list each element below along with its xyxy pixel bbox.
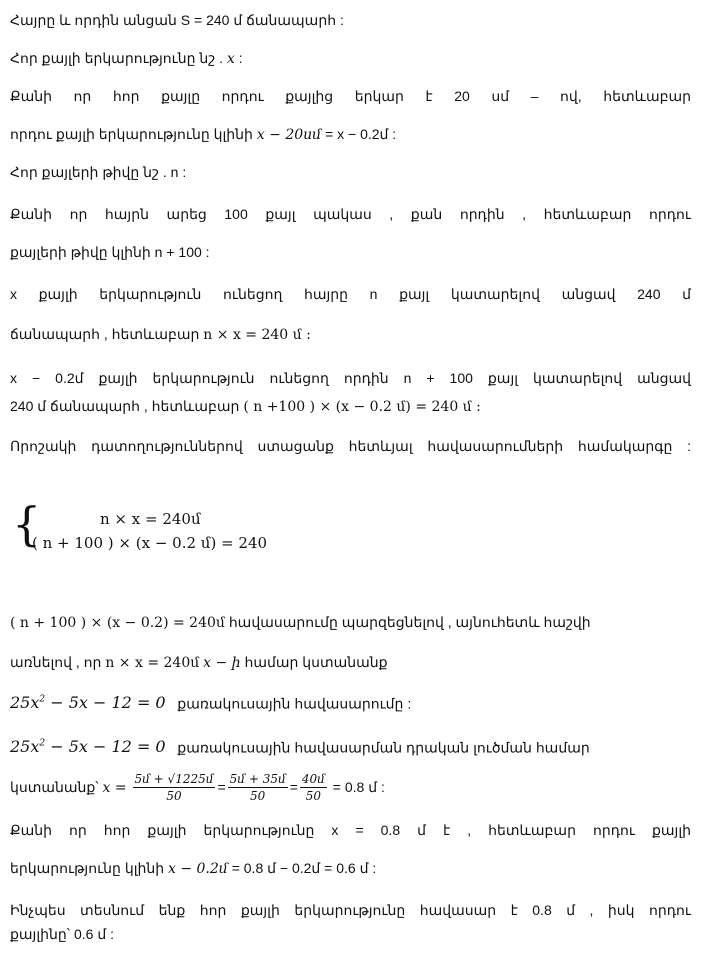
fraction-1: [133, 772, 216, 805]
text-line: [10, 652, 691, 672]
math-term: − 5x − 12 = 0: [50, 737, 166, 757]
text-fragment: = 0.8 մ :: [332, 779, 385, 795]
text-fragment: կստանանք՝: [10, 779, 99, 795]
text-line: [10, 324, 691, 344]
system-equation-1: n × x = 240մ: [100, 510, 201, 528]
system-equation-2: ( n + 100 ) × (x − 0.2 մ) = 240: [32, 534, 268, 552]
equation-system: [10, 497, 410, 556]
text-fragment: որդու քայլի երկարությունը կլինի: [10, 126, 253, 142]
math-term: 25x: [10, 737, 40, 757]
text-line: [10, 10, 691, 30]
equals-sign: =: [217, 779, 226, 795]
text-line: Քանի որ հոր քայլը որդու քայլից երկար է 20 սմ – ով, հետևաբար: [10, 88, 691, 104]
fraction-numerator: 5մ + 35մ: [229, 771, 286, 786]
text-line: Ինչպես տեսնում ենք հոր քայլի երկարությունը հավասար է 0.8 մ , իսկ որդու: [10, 902, 691, 918]
math-expression: n × x = 240մ: [105, 655, 200, 671]
text-fragment: = x − 0.2մ :: [325, 126, 397, 142]
math-expression: x =: [102, 780, 127, 796]
quadratic-equation: [10, 693, 166, 712]
text-line: x − 0.2մ քայլի երկարություն ունեցող որդին n + 100 քայլ կատարելով անցավ: [10, 370, 691, 386]
fraction-denominator: 50: [305, 788, 322, 803]
equals-sign: =: [289, 779, 298, 795]
math-expression: x − ի: [203, 655, 241, 671]
quadratic-equation: [10, 737, 166, 756]
math-term: − 5x − 12 = 0: [50, 693, 166, 713]
text-line: [10, 612, 691, 632]
text-line: Հոր քայլերի թիվը նշ . n :: [10, 164, 187, 180]
math-expression: x − 0.2մ: [168, 861, 228, 877]
exponent: 2: [39, 695, 46, 705]
text-line: քայլերի թիվը կլինի n + 100 :: [10, 244, 210, 260]
math-expression: ( n + 100 ) × (x − 0.2) = 240մ: [10, 615, 225, 631]
fraction-3: [300, 772, 327, 805]
text-fragment: ճանապարհ , հետևաբար: [10, 326, 200, 342]
text-fragment: առնելով , որ: [10, 654, 102, 670]
problem-statement: Հայրը և որդին անցան S = 240 մ ճանապարհ :: [10, 12, 344, 28]
text-line: [10, 124, 691, 144]
text-line: [10, 690, 691, 713]
text-fragment: Հոր քայլի երկարությունը նշ .: [10, 50, 224, 66]
exponent: 2: [39, 739, 46, 749]
math-expression: n × x = 240 մ :: [203, 327, 311, 343]
math-variable: x: [226, 51, 235, 67]
text-fragment: :: [238, 50, 243, 66]
text-line: x քայլի երկարություն ունեցող հայրը n քայլ կատարելով անցավ 240 մ: [10, 286, 691, 302]
text-line: [10, 770, 691, 804]
fraction-2: [228, 772, 288, 805]
text-fragment: երկարությունը կլինի: [10, 860, 165, 876]
fraction-numerator: 5մ + √1225մ: [134, 771, 214, 786]
text-line: Որոշակի դատողություններով ստացանք հետևյալ հավասարումների համակարգը :: [10, 438, 691, 454]
text-line: [10, 734, 691, 757]
text-line: Քանի որ հոր քայլի երկարությունը x = 0.8 մ է , հետևաբար որդու քայլի: [10, 822, 691, 838]
text-fragment: 240 մ ճանապարհ , հետևաբար: [10, 398, 240, 414]
text-line: [10, 48, 691, 68]
text-line: Քանի որ հայրն արեց 100 քայլ պակաս , քան որդին , հետևաբար որդու: [10, 206, 691, 222]
fraction-numerator: 40մ: [301, 771, 325, 786]
text-fragment: համար կստանանք: [244, 654, 388, 670]
text-line: [10, 858, 691, 878]
text-line: քայլինը՝ 0.6 մ :: [10, 926, 114, 942]
text-line: [10, 396, 691, 416]
text-fragment: քառակուսային հավասարումը :: [177, 695, 412, 712]
math-expression: ( n +100 ) × (x − 0.2 մ) = 240 մ :: [243, 399, 481, 415]
math-expression: x − 20սմ: [256, 127, 322, 143]
fraction-denominator: 50: [250, 788, 266, 803]
fraction-denominator: 50: [166, 788, 182, 803]
text-fragment: հավասարումը պարզեցնելով , այնուհետև հաշվի: [228, 614, 591, 630]
math-term: 25x: [10, 693, 40, 713]
text-fragment: քառակուսային հավասարման դրական լուծման համար: [177, 739, 590, 756]
left-brace: {: [12, 497, 42, 551]
text-fragment: = 0.8 մ − 0.2մ = 0.6 մ :: [231, 860, 377, 876]
